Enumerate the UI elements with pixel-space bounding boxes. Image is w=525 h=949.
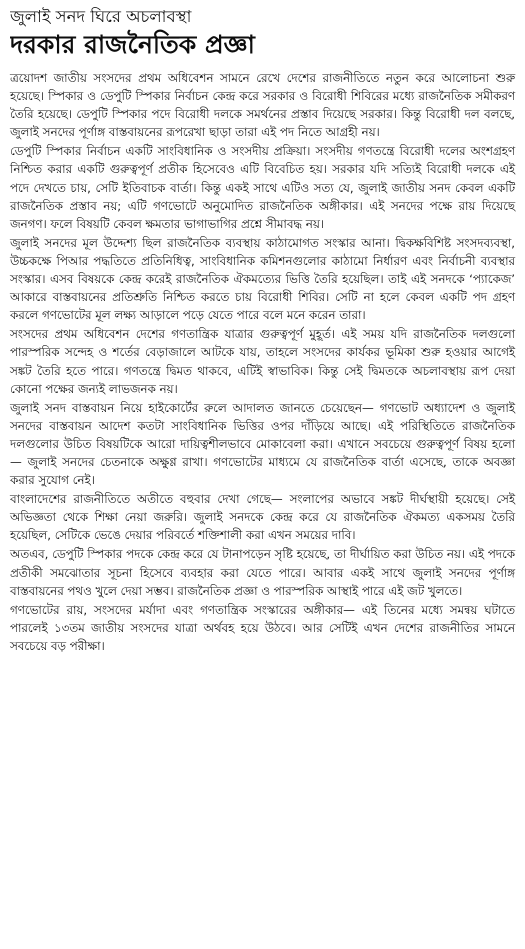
article-kicker: জুলাই সনদ ঘিরে অচলাবস্থা — [10, 7, 192, 26]
article-paragraph: জুলাই সনদের মূল উদ্দেশ্য ছিল রাজনৈতিক ব্যবস্থায় কাঠামোগত সংস্কার আনা। দ্বিকক্ষবিশিষ্ট সংসদব্যবস্থা, উচ্চকক্ষে পিআর পদ্ধতিতে প্রতিনিধিত্ব, সাংবিধানিক কমিশনগুলোর কাঠামো নির্ধারণ এবং নির্বাচনী ব্যবস্থার সংস্কার। এসব বিষয়কে কেন্দ্র করেই রাজনৈতিক ঐকমত্যের ভিত্তি তৈরি হয়েছিল। তাই এই সনদকে ‘প্যাকেজ’ আকারে বাস্তবায়নের প্রতিশ্রুতি নিশ্চিত করতে চায় বিরোধী শিবির। সেটি না হলে কেবল একটি পদ গ্রহণ করলে গণভোটের মূল লক্ষ্য আড়ালে পড়ে যেতে পারে বলে মনে করেন তারা। — [10, 235, 515, 323]
article-paragraph: সংসদের প্রথম অধিবেশন দেশের গণতান্ত্রিক যাত্রার গুরুত্বপূর্ণ মুহূর্ত। এই সময় যদি রাজনৈতিক দলগুলো পারস্পরিক সন্দেহ ও শর্তের বেড়াজালে আটকে যায়, তাহলে সংসদের কার্যকর ভূমিকা শুরু হওয়ার আগেই সঙ্কট তৈরি হতে পারে। গণতন্ত্রে দ্বিমত থাকবে, এটিই স্বাভাবিক। কিন্তু সেই দ্বিমতকে অচলাবস্থায় রূপ দেয়া কোনো পক্ষের জন্যই লাভজনক নয়। — [10, 327, 515, 396]
article-paragraph: ডেপুটি স্পিকার নির্বাচন একটি সাংবিধানিক ও সংসদীয় প্রক্রিয়া। সংসদীয় গণতন্ত্রে বিরোধী দলের অংশগ্রহণ নিশ্চিত করার একটি গুরুত্বপূর্ণ প্রতীক হিসেবেও এটি বিবেচিত হয়। সরকার যদি সত্যিই বিরোধী দলকে এই পদে দেখতে চায়, সেটি ইতিবাচক বার্তা। কিন্তু একই সাথে এটিও সত্য যে, জুলাই জাতীয় সনদ কেবল একটি রাজনৈতিক প্রস্তাব নয়; এটি গণভোটে অনুমোদিত রাজনৈতিক অঙ্গীকার। এই সনদের পক্ষে রায় দিয়েছে জনগণ। ফলে বিষয়টি কেবল ক্ষমতার ভাগাভাগির প্রশ্নে সীমাবদ্ধ নয়। — [10, 144, 515, 231]
article-paragraph: বাংলাদেশের রাজনীতিতে অতীতে বহুবার দেখা গেছে— সংলাপের অভাবে সঙ্কট দীর্ঘস্থায়ী হয়েছে। সেই অভিজ্ঞতা থেকে শিক্ষা নেয়া জরুরি। জুলাই সনদকে কেন্দ্র করে যে রাজনৈতিক ঐকমত্য একসময় তৈরি হয়েছিল, সেটিকে ভেঙে দেয়ার পরিবর্তে শক্তিশালী করা এখন সময়ের দাবি। — [10, 492, 515, 543]
article-body — [10, 69, 515, 655]
article-paragraph: জুলাই সনদ বাস্তবায়ন নিয়ে হাইকোর্টের রুলে আদালত জানতে চেয়েছেন— গণভোট অধ্যাদেশ ও জুলাই সনদের বাস্তবায়ন আদেশ কতটা সাংবিধানিক ভিত্তির ওপর দাঁড়িয়ে আছে। এই পরিস্থিতিতে রাজনৈতিক দলগুলোর উচিত বিষয়টিকে আরো দায়িত্বশীলভাবে মোকাবেলা করা। এখানে সবচেয়ে গুরুত্বপূর্ণ বিষয় হলো— জুলাই সনদের চেতনাকে অক্ষুণ্ণ রাখা। গণভোটের মাধ্যমে যে রাজনৈতিক বার্তা এসেছে, তাকে অবজ্ঞা করার সুযোগ নেই। — [10, 400, 515, 488]
article-paragraph: অতএব, ডেপুটি স্পিকার পদকে কেন্দ্র করে যে টানাপড়েন সৃষ্টি হয়েছে, তা দীর্ঘায়িত করা উচিত নয়। এই পদকে প্রতীকী সমঝোতার সূচনা হিসেবে ব্যবহার করা যেতে পারে। আবার একই সাথে জুলাই সনদের পূর্ণাঙ্গ বাস্তবায়নের পথও খুলে দেয়া সম্ভব। রাজনৈতিক প্রজ্ঞা ও পারস্পরিক আস্থাই পারে এই জট খুলতে। — [10, 547, 515, 598]
article-paragraph: ত্রয়োদশ জাতীয় সংসদের প্রথম অধিবেশন সামনে রেখে দেশের রাজনীতিতে নতুন করে আলোচনা শুরু হয়েছে। স্পিকার ও ডেপুটি স্পিকার নির্বাচন কেন্দ্র করে সরকার ও বিরোধী শিবিরের মধ্যে রাজনৈতিক সমীকরণ তৈরি হয়েছে। ডেপুটি স্পিকার পদে বিরোধী দলকে সমর্থনের প্রস্তাব দিয়েছে সরকার। কিন্তু বিরোধী দল বলছে, জুলাই সনদের পূর্ণাঙ্গ বাস্তবায়নের রূপরেখা ছাড়া তারা এই পদ নিতে আগ্রহী নয়। — [10, 71, 515, 140]
article-headline: দরকার রাজনৈতিক প্রজ্ঞা — [10, 30, 255, 59]
article-paragraph: গণভোটের রায়, সংসদের মর্যাদা এবং গণতান্ত্রিক সংস্কারের অঙ্গীকার— এই তিনের মধ্যে সমন্বয় ঘটাতে পারলেই ১৩তম জাতীয় সংসদের যাত্রা অর্থবহ হয়ে উঠবে। আর সেটিই এখন দেশের রাজনীতির সামনে সবচেয়ে বড় পরীক্ষা। — [10, 602, 515, 653]
